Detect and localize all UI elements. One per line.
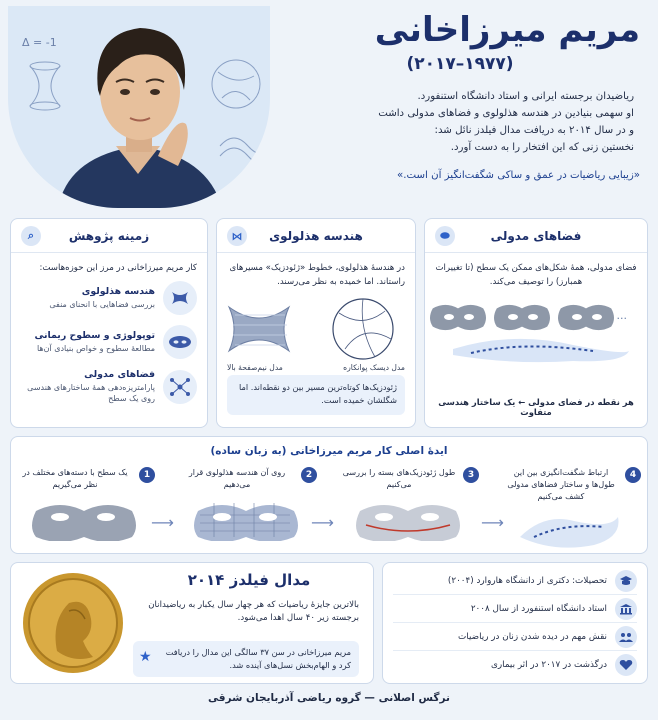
bio-line: نخستین زنی که این افتخار را به دست آورد. xyxy=(450,142,634,153)
page-title: مریم میرزاخانی xyxy=(374,10,640,50)
board-formula: Δ = -1 xyxy=(22,36,57,49)
panel-intro: فضای مدولی، همهٔ شکل‌های ممکن یک سطح (تا تغییرات همبارز) را توصیف می‌کند. xyxy=(435,263,637,287)
research-item-title: هندسه هذلولوی xyxy=(81,286,155,297)
saddle-surface-icon xyxy=(163,281,197,315)
geodesic-surface-illustration xyxy=(352,497,462,541)
fields-medal-section xyxy=(10,562,374,684)
quote-text: «زیبایی ریاضیات در عمق و ساکی شگفت‌انگیز آن است.» xyxy=(397,170,640,181)
fact-text: تحصیلات: دکتری از دانشگاه هاروارد (۲۰۰۴) xyxy=(447,575,607,586)
arrow-icon: ⟶ xyxy=(311,513,334,532)
panel-header xyxy=(425,219,647,253)
idea-step xyxy=(499,467,639,551)
university-icon xyxy=(615,598,637,620)
bio-line: او سهمی بنیادین در هندسه هذلولوی و فضاهای مدولی داشت xyxy=(378,108,634,119)
biography xyxy=(280,88,640,156)
step-number: 3 xyxy=(463,467,479,483)
caption-poincare-disk: مدل دیسک پوانکاره xyxy=(343,363,405,372)
panel-title: هندسه هذلولوی xyxy=(269,228,363,243)
years: (۱۹۷۷–۲۰۱۷) xyxy=(406,54,514,74)
panel-research-field xyxy=(10,218,208,428)
panel-intro: در هندسهٔ هذلولوی، خطوط «ژئودزیک» مسیرهای راستاند. اما خمیده به نظر می‌رسند. xyxy=(229,263,405,287)
surface-illustration xyxy=(28,497,138,541)
research-item xyxy=(11,319,207,363)
medal-note xyxy=(133,641,359,677)
surface-variants-illustration xyxy=(424,293,647,363)
footer-credit: نرگس اصلانی — گروه ریاضی آذربایجان شرقی xyxy=(208,692,450,704)
medal-title xyxy=(139,571,359,589)
medal-note-text: مریم میرزاخانی در سن ۳۷ سالگی این مدال را دریافت کرد و الهام‌بخش نسل‌های آینده شد. xyxy=(165,647,351,670)
step-number: 1 xyxy=(139,467,155,483)
header xyxy=(0,0,658,215)
surface-icon: ⬬ xyxy=(435,226,455,246)
moduli-path-illustration xyxy=(514,507,624,551)
caption-upper-half-plane: مدل نیم‌صفحهٔ بالا xyxy=(227,363,283,372)
bio-line: و در سال ۲۰۱۴ به دریافت مدال فیلدز نائل شد: xyxy=(434,125,634,136)
idea-title: ایدهٔ اصلی کار مریم میرزاخانی (به زبان ساده) xyxy=(210,445,448,457)
panel-moduli-spaces xyxy=(424,218,648,428)
idea-step xyxy=(337,467,477,541)
panel-intro: کار مریم میرزاخانی در مرز این حوزه‌هاست: xyxy=(39,263,197,273)
meshed-surface-illustration xyxy=(190,497,300,541)
step-text: یک سطح با دسته‌های مختلف در نظر می‌گیریم xyxy=(22,468,128,489)
fields-medal-image xyxy=(21,571,125,675)
arrow-icon: ⟶ xyxy=(151,513,174,532)
ellipsis: ... xyxy=(616,309,627,322)
fact-text: نقش مهم در دیده شدن زنان در ریاضیات xyxy=(458,631,607,642)
title-block xyxy=(280,10,640,181)
idea-step xyxy=(175,467,315,541)
medal-description: بالاترین جایزهٔ ریاضیات که هر چهار سال یکبار به ریاضیدانان برجسته زیر ۴۰ سال اهدا می‌شود. xyxy=(148,600,359,623)
people-icon xyxy=(615,626,637,648)
main-idea-section xyxy=(10,436,648,554)
panel-title: زمینه پژوهش xyxy=(68,228,150,243)
star-icon: ★ xyxy=(139,649,152,665)
torus-icon xyxy=(163,325,197,359)
research-item xyxy=(11,275,207,319)
research-item-desc: بررسی فضاهایی با انحنای منفی xyxy=(49,300,155,309)
search-icon: ⌕ xyxy=(21,226,41,246)
research-item-desc: پارامتریزه‌دهی همهٔ ساختارهای هندسی روی یک سطح xyxy=(27,383,155,403)
step-text: طول ژئودزیک‌های بسته را بررسی می‌کنیم xyxy=(342,468,456,489)
research-item-title: فضاهای مدولی xyxy=(84,369,155,380)
model-captions xyxy=(217,363,415,372)
list-item xyxy=(393,651,637,679)
arrow-icon: ⟶ xyxy=(481,513,504,532)
panel-title: فضاهای مدولی xyxy=(490,228,582,243)
saddle-icon: ⋈ xyxy=(227,226,247,246)
moduli-caption: هر نقطه در فضای مدولی ← یک ساختار هندسی متفاوت xyxy=(438,397,634,417)
geodesic-note-text: ژئودزیک‌ها کوتاه‌ترین مسیر بین دو نقطه‌اند. اما شگلشان خمیده است. xyxy=(239,382,397,405)
panel-hyperbolic-geometry xyxy=(216,218,416,428)
research-item-desc: مطالعهٔ سطوح و خواص بنیادی آن‌ها xyxy=(36,344,155,353)
hyperbolic-models-illustration xyxy=(216,293,415,363)
network-icon xyxy=(163,370,197,404)
heart-icon xyxy=(615,654,637,676)
research-item-title: توپولوژی و سطوح ریمانی xyxy=(34,330,155,341)
panel-header xyxy=(11,219,207,253)
list-item xyxy=(393,567,637,595)
portrait-illustration xyxy=(8,6,270,208)
step-number: 2 xyxy=(301,467,317,483)
research-item xyxy=(11,363,207,408)
fact-text: درگذشت در ۲۰۱۷ در اثر بیماری xyxy=(491,660,607,670)
geodesic-note xyxy=(227,375,405,415)
facts-list xyxy=(382,562,648,684)
step-text: ارتباط شگفت‌انگیزی بین این طول‌ها و ساختار فضاهای مدولی کشف می‌کنیم xyxy=(507,468,615,501)
list-item xyxy=(393,595,637,623)
list-item xyxy=(393,623,637,651)
fact-text: استاد دانشگاه استنفورد از سال ۲۰۰۸ xyxy=(470,603,607,614)
step-number: 4 xyxy=(625,467,641,483)
graduation-cap-icon xyxy=(615,570,637,592)
idea-step xyxy=(13,467,153,541)
bio-line: ریاضیدان برجسته ایرانی و استاد دانشگاه استنفورد. xyxy=(417,91,634,102)
panel-header xyxy=(217,219,415,253)
medal-title-text: مدال فیلدز ۲۰۱۴ xyxy=(187,571,311,589)
step-text: روی آن هندسه هذلولوی قرار می‌دهیم xyxy=(188,468,286,489)
quote xyxy=(280,170,640,181)
